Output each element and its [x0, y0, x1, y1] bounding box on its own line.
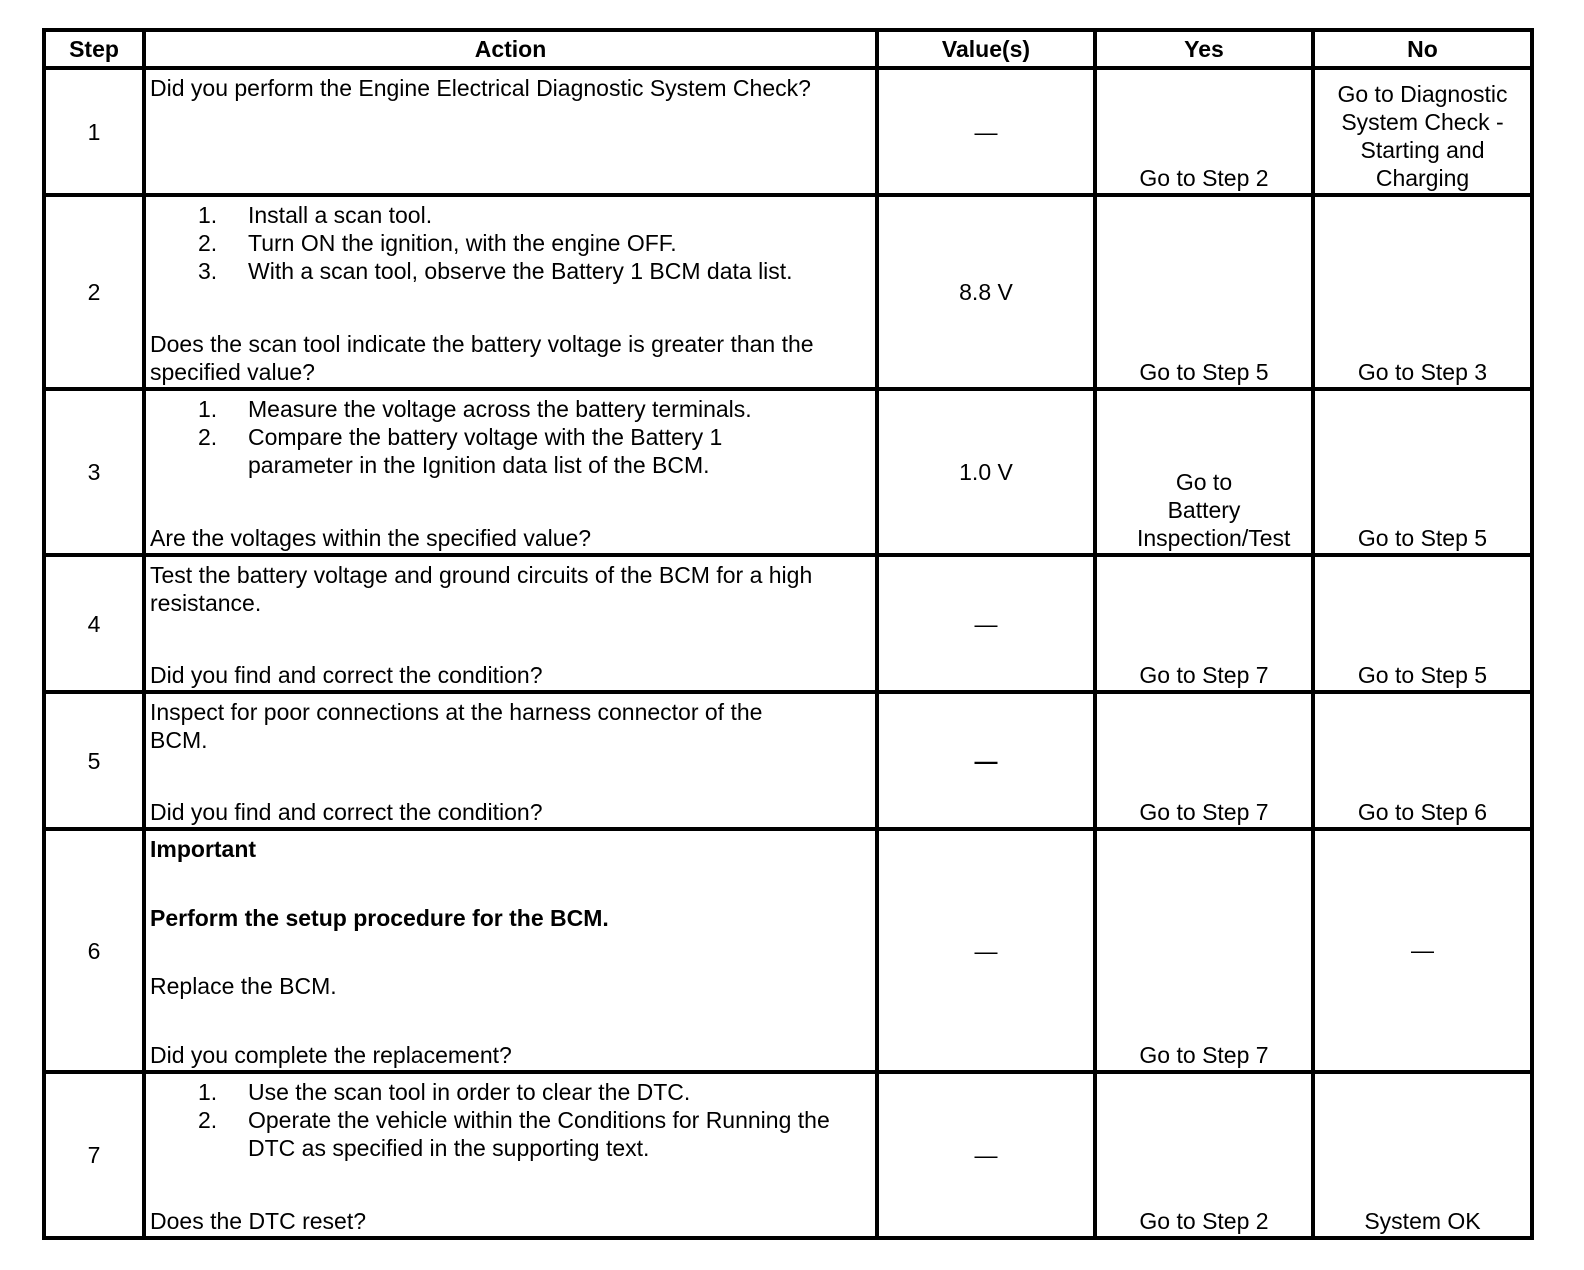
dash-value: —	[974, 119, 998, 146]
step-number: 4	[44, 555, 144, 692]
action-steps	[198, 395, 871, 479]
table-row	[44, 555, 1532, 692]
action-cell	[144, 195, 877, 389]
value-cell: 1.0 V	[877, 389, 1095, 555]
yes-cell: Go to Step 7	[1095, 692, 1313, 829]
no-cell: —	[1313, 829, 1532, 1072]
value-cell: 8.8 V	[877, 195, 1095, 389]
table-row	[44, 692, 1532, 829]
action-cell	[144, 68, 877, 195]
action-cell	[144, 555, 877, 692]
action-question: Does the scan tool indicate the battery voltage is greater than the specified value?	[150, 331, 814, 385]
value-cell: —	[877, 829, 1095, 1072]
table-row	[44, 195, 1532, 389]
step-number: 6	[44, 829, 144, 1072]
action-question: Did you perform the Engine Electrical Diagnostic System Check?	[150, 75, 811, 101]
header-no: No	[1313, 30, 1532, 68]
action-step-item: 2. Turn ON the ignition, with the engine OFF.	[198, 230, 677, 256]
step-number: 2	[44, 195, 144, 389]
action-cell	[144, 829, 877, 1072]
yes-cell: Go to Step 2	[1095, 68, 1313, 195]
table-row	[44, 1072, 1532, 1238]
action-question: Are the voltages within the specified value?	[150, 525, 592, 551]
no-cell: Go to Step 3	[1313, 195, 1532, 389]
no-cell: System OK	[1313, 1072, 1532, 1238]
header-yes: Yes	[1095, 30, 1313, 68]
action-question: Did you complete the replacement?	[150, 1041, 512, 1068]
header-action: Action	[144, 30, 877, 68]
value-cell: —	[877, 1072, 1095, 1238]
header-step: Step	[44, 30, 144, 68]
action-cell	[144, 1072, 877, 1238]
action-step-item: 1. Install a scan tool.	[198, 202, 433, 228]
action-steps	[198, 201, 871, 285]
value-cell: —	[877, 692, 1095, 829]
action-step-item: 1. Use the scan tool in order to clear the DTC.	[198, 1079, 691, 1105]
action-steps	[198, 1078, 871, 1162]
action-question: Did you find and correct the condition?	[150, 799, 543, 825]
table-header-row	[44, 30, 1532, 68]
yes-cell: Go to Step 7	[1095, 829, 1313, 1072]
no-cell: Go to Diagnostic System Check - Starting and Charging	[1313, 68, 1532, 195]
important-text: Perform the setup procedure for the BCM.	[150, 904, 609, 931]
yes-cell: Go to Step 2	[1095, 1072, 1313, 1238]
step-number: 3	[44, 389, 144, 555]
action-question: Does the DTC reset?	[150, 1208, 367, 1234]
action-step-item: 3. With a scan tool, observe the Battery 1 BCM data list.	[198, 258, 793, 284]
action-question: Did you find and correct the condition?	[150, 662, 543, 688]
step-number: 7	[44, 1072, 144, 1238]
value-cell: —	[877, 555, 1095, 692]
table-row	[44, 829, 1532, 1072]
action-instruction: Replace the BCM.	[150, 973, 337, 1000]
no-cell: Go to Step 5	[1313, 555, 1532, 692]
table-row	[44, 389, 1532, 555]
action-cell	[144, 389, 877, 555]
action-cell	[144, 692, 877, 829]
important-label: Important	[150, 836, 257, 862]
action-instruction: Test the battery voltage and ground circuits of the BCM for a high resistance.	[150, 562, 813, 616]
header-values: Value(s)	[877, 30, 1095, 68]
action-step-item: 1. Measure the voltage across the battery terminals.	[198, 396, 752, 422]
yes-cell: Go to Step 5	[1095, 195, 1313, 389]
action-step-item: 2. Operate the vehicle within the Conditions for Running the DTC as specified in the supporting text.	[198, 1107, 830, 1161]
diagnostic-table	[42, 28, 1534, 1240]
step-number: 5	[44, 692, 144, 829]
action-step-item: 2. Compare the battery voltage with the Battery 1 parameter in the Ignition data list of the BCM.	[198, 424, 723, 478]
step-number: 1	[44, 68, 144, 195]
yes-cell: Go to Step 7	[1095, 555, 1313, 692]
no-cell: Go to Step 6	[1313, 692, 1532, 829]
table-row	[44, 68, 1532, 195]
no-cell: Go to Step 5	[1313, 389, 1532, 555]
yes-cell: Go to Battery Inspection/Test	[1095, 389, 1313, 555]
value-cell	[877, 68, 1095, 195]
action-instruction: Inspect for poor connections at the harness connector of the BCM.	[150, 699, 763, 753]
